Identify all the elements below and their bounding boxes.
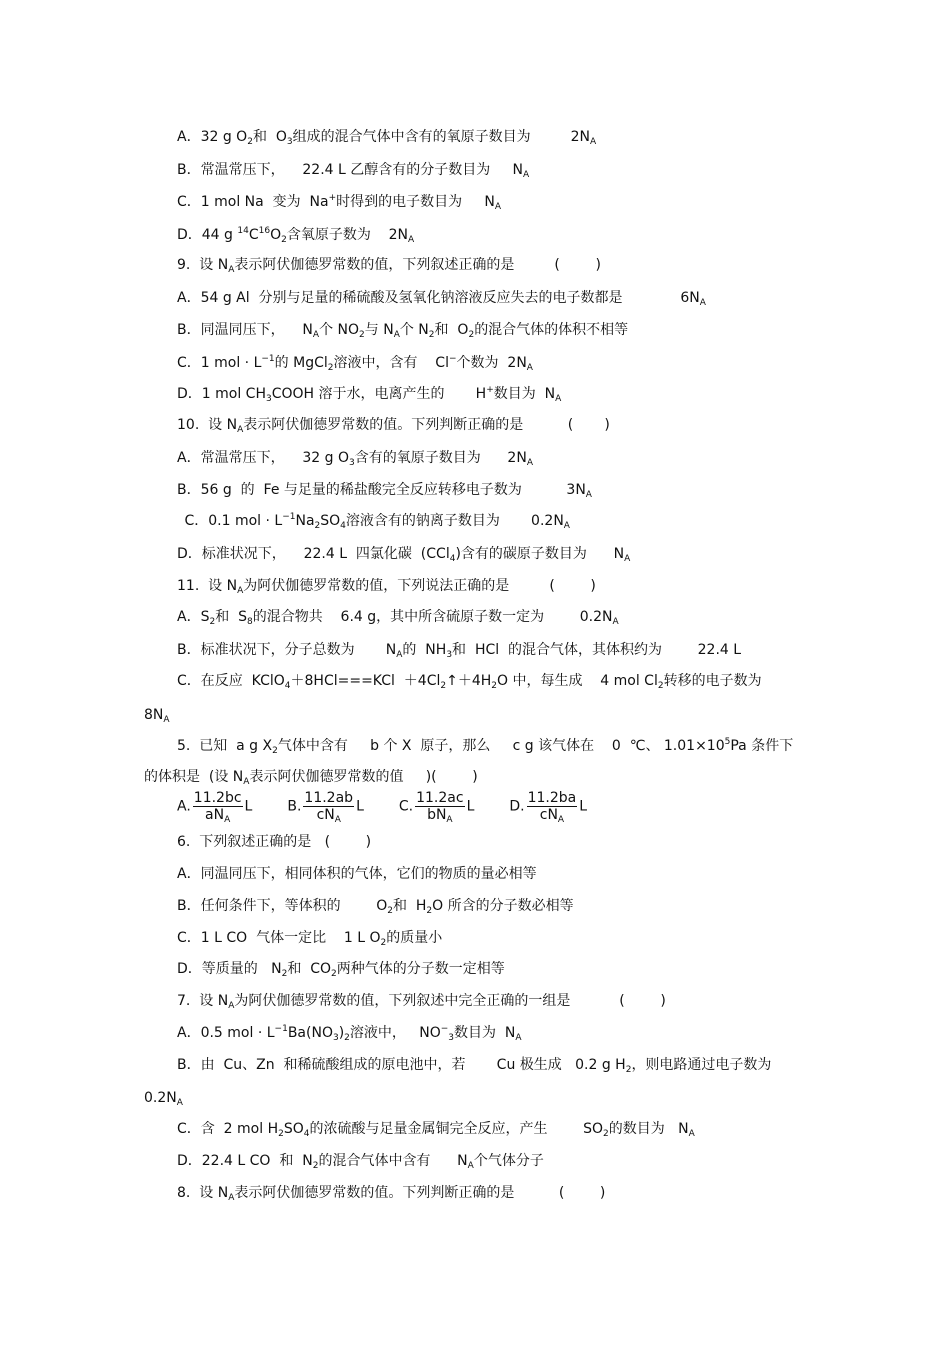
question-6-option-c: C．1 L CO 气体一定比 1 L $O_2$的质量小 bbox=[177, 930, 443, 948]
question-5-options: A. $\frac{11.2bc}{aN_A}$ L B. $\frac{11.2ab}{cN_A}$ L C. $\frac{11.2ac}{bN_A}$ L D. $\frac{11.2ba}{cN_A}$ L bbox=[177, 790, 588, 825]
question-6-option-d: D．等质量的 $N_2$和 $CO_2$两种气体的分子数一定相等 bbox=[177, 961, 505, 979]
question-9-option-a: A．54 g Al 分别与足量的稀硫酸及氢氧化钠溶液反应失去的电子数都是 $6N_A$ bbox=[177, 290, 706, 308]
question-11-stem: 11. 设 $N_A$为阿伏伽德罗常数的值，下列说法正确的是 ( ) bbox=[177, 578, 596, 596]
question-9-stem: 9. 设 $N_A$表示阿伏伽德罗常数的值，下列叙述正确的是 ( ) bbox=[177, 257, 601, 275]
question-7-option-a: A．0.5 mol · $L^{-1}Ba(NO_3)_2$溶液中， $NO^-_3$数目为 $N_A$ bbox=[177, 1024, 522, 1043]
question-10-option-c: C．0.1 mol · $L^{-1}Na_2SO_4$溶液含有的钠离子数目为 $0.2N_A$ bbox=[180, 512, 570, 531]
question-10-option-a: A．常温常压下， 32 g $O_3$含有的氧原子数目为 $2N_A$ bbox=[177, 450, 533, 468]
question-5-stem: 5. 已知 a g $X_2$气体中含有 b 个 X 原子，那么 c g 该气体在 0 ℃、 $1.01\times 10^5Pa$ 条件下 bbox=[177, 737, 794, 756]
question-10-stem: 10. 设 $N_A$表示阿伏伽德罗常数的值。下列判断正确的是 ( ) bbox=[177, 417, 610, 435]
question-7-option-c: C．含 2 mol $H_2SO_4$的浓硫酸与足量金属铜完全反应，产生 $SO_2$的数目为 $N_A$ bbox=[177, 1121, 695, 1139]
question-11-option-c-continued: $8N_A$ bbox=[144, 707, 170, 725]
option-a-letter: A. bbox=[177, 798, 191, 815]
question-7-option-d: D．22.4 L CO 和 $N_2$的混合气体中含有 $N_A$个气体分子 bbox=[177, 1153, 544, 1171]
question-7-option-b: B．由 Cu、Zn 和稀硫酸组成的原电池中，若 Cu 极生成 0.2 g $H_2$，则电路通过电子数为 bbox=[177, 1057, 772, 1075]
option-b: B．常温常压下， 22.4 L 乙醇含有的分子数目为 $N_A$ bbox=[177, 162, 530, 180]
question-10-option-b: B．56 g 的 Fe 与足量的稀盐酸完全反应转移电子数为 $3N_A$ bbox=[177, 482, 592, 500]
question-10-option-d: D．标准状况下， 22.4 L 四氯化碳 (CCl$_4$)含有的碳原子数目为 $N_A$ bbox=[177, 546, 631, 564]
question-11-option-b: B．标准状况下，分子总数为 $N_A$的 $NH_3$和 HCl 的混合气体，其体积约为 22.4 L bbox=[177, 642, 742, 660]
question-6-option-b: B．任何条件下，等体积的 $O_2$和 $H_2O$ 所含的分子数必相等 bbox=[177, 898, 574, 916]
option-c: C．1 mol Na 变为 Na+时得到的电子数目为 $N_A$ bbox=[177, 193, 502, 212]
option-a-fraction: $\frac{11.2bc}{aN_A}$ bbox=[193, 790, 242, 825]
question-9-option-c: C．1 mol · $L^{-1}$的 MgCl$_2$溶液中，含有 Cl−个数为 $2N_A$ bbox=[177, 354, 533, 373]
question-7-option-b-continued: $0.2N_A$ bbox=[144, 1090, 183, 1108]
question-11-option-a: A．$S_2$和 $S_8$的混合物共 6.4 g，其中所含硫原子数一定为 $0.2N_A$ bbox=[177, 609, 619, 627]
option-d-letter: D. bbox=[509, 798, 525, 815]
question-11-option-c: C．在反应 KClO$_4$＋8HCl===KCl $+4Cl_2↑+4H_2O$ 中，每生成 4 mol $Cl_2$转移的电子数为 bbox=[177, 673, 762, 691]
option-d-fraction: $\frac{11.2ba}{cN_A}$ bbox=[527, 790, 577, 825]
option-b-fraction: $\frac{11.2ab}{cN_A}$ bbox=[304, 790, 354, 825]
option-c-letter: C. bbox=[398, 798, 414, 815]
question-6-stem: 6. 下列叙述正确的是 ( ) bbox=[177, 834, 372, 850]
question-7-stem: 7. 设 $N_A$为阿伏伽德罗常数的值，下列叙述中完全正确的一组是 ( ) bbox=[177, 993, 666, 1011]
question-8-stem: 8. 设 $N_A$表示阿伏伽德罗常数的值。下列判断正确的是 ( ) bbox=[177, 1185, 606, 1203]
option-d: D．44 g $^{14}C^{16}O_2$含氧原子数为 $2N_A$ bbox=[177, 226, 415, 245]
option-a: A．32 g $O_2$和 $O_3$组成的混合气体中含有的氧原子数目为 $2N_A$ bbox=[177, 129, 597, 147]
question-9-option-b: B．同温同压下， $N_A$个 $NO_2$与 $N_A$个 $N_2$和 $O_2$的混合气体的体积不相等 bbox=[177, 322, 629, 340]
option-c-fraction: $\frac{11.2ac}{bN_A}$ bbox=[416, 790, 464, 825]
question-6-option-a: A．同温同压下，相同体积的气体，它们的物质的量必相等 bbox=[177, 866, 537, 882]
question-5-stem-continued: 的体积是 (设 $N_A$表示阿伏伽德罗常数的值 )( ) bbox=[144, 769, 478, 787]
question-9-option-d: D．1 mol $CH_3COOH$ 溶于水，电离产生的 H+数目为 $N_A$ bbox=[177, 385, 562, 404]
option-b-letter: B. bbox=[287, 798, 302, 815]
